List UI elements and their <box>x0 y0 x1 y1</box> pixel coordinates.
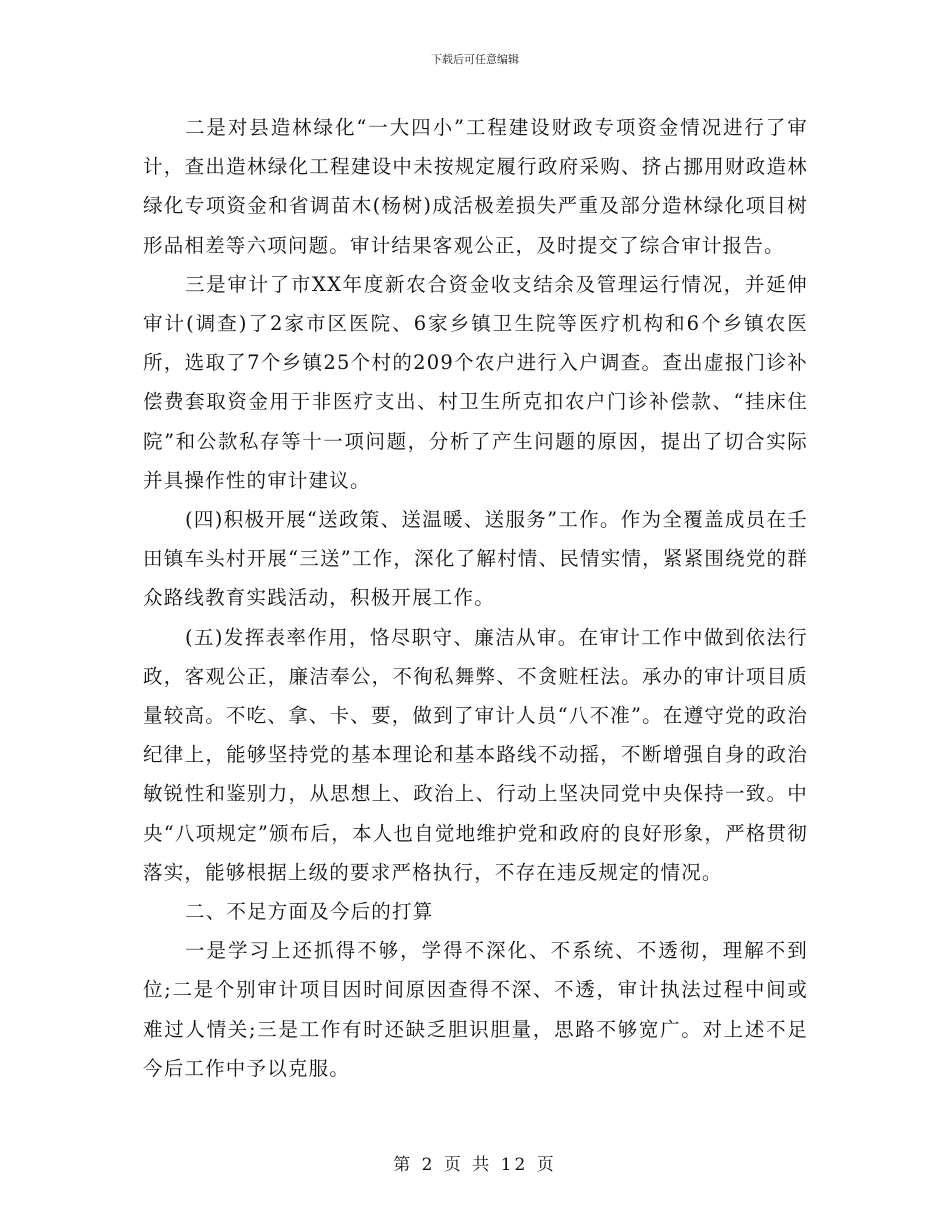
page-number-footer: 第 2 页 共 12 页 <box>393 1155 557 1175</box>
section-heading-shortcomings: 二、不足方面及今后的打算 <box>185 900 434 924</box>
document-body <box>143 108 808 1088</box>
page-header: 下载后可任意编辑 <box>431 53 519 66</box>
paragraph-three-sends-work: (四)积极开展“送政策、送温暖、送服务”工作。作为全覆盖成员在壬田镇车头村开展“三送”工作，深化了解村情、民情实情，紧紧围绕党的群众路线教育实践活动，积极开展工作。 <box>143 508 808 610</box>
paragraph-afforestation-audit: 二是对县造林绿化“一大四小”工程建设财政专项资金情况进行了审计，查出造林绿化工程建设中未按规定履行政府采购、挤占挪用财政造林绿化专项资金和省调苗木(杨树)成活极差损失严重及部分造林绿化项目树形品相差等六项问题。审计结果客观公正，及时提交了综合审计报告。 <box>143 116 808 257</box>
paragraph-exemplary-role: (五)发挥表率作用，恪尽职守、廉洁从审。在审计工作中做到依法行政，客观公正，廉洁奉公，不徇私舞弊、不贪赃枉法。承办的审计项目质量较高。不吃、拿、卡、要，做到了审计人员“八不准”。在遵守党的政治纪律上，能够坚持党的基本理论和基本路线不动摇，不断增强自身的政治敏锐性和鉴别力，从思想上、政治上、行动上坚决同党中央保持一致。中央“八项规定”颁布后，本人也自觉地维护党和政府的良好形象，严格贯彻落实，能够根据上级的要求严格执行，不存在违反规定的情况。 <box>143 625 808 884</box>
paragraph-shortcomings: 一是学习上还抓得不够，学得不深化、不系统、不透彻，理解不到位;二是个别审计项目因时间原因查得不深、不透，审计执法过程中间或难过人情关;三是工作有时还缺乏胆识胆量，思路不够宽广。对上述不足今后工作中予以克服。 <box>143 939 808 1080</box>
paragraph-rural-medical-fund-audit: 三是审计了市XX年度新农合资金收支结余及管理运行情况，并延伸审计(调查)了2家市区医院、6家乡镇卫生院等医疗机构和6个乡镇农医所，选取了7个乡镇25个村的209个农户进行入户调查。查出虚报门诊补偿费套取资金用于非医疗支出、村卫生所克扣农户门诊补偿款、“挂床住院”和公款私存等十一项问题，分析了产生问题的原因，提出了切合实际并具操作性的审计建议。 <box>143 272 808 492</box>
